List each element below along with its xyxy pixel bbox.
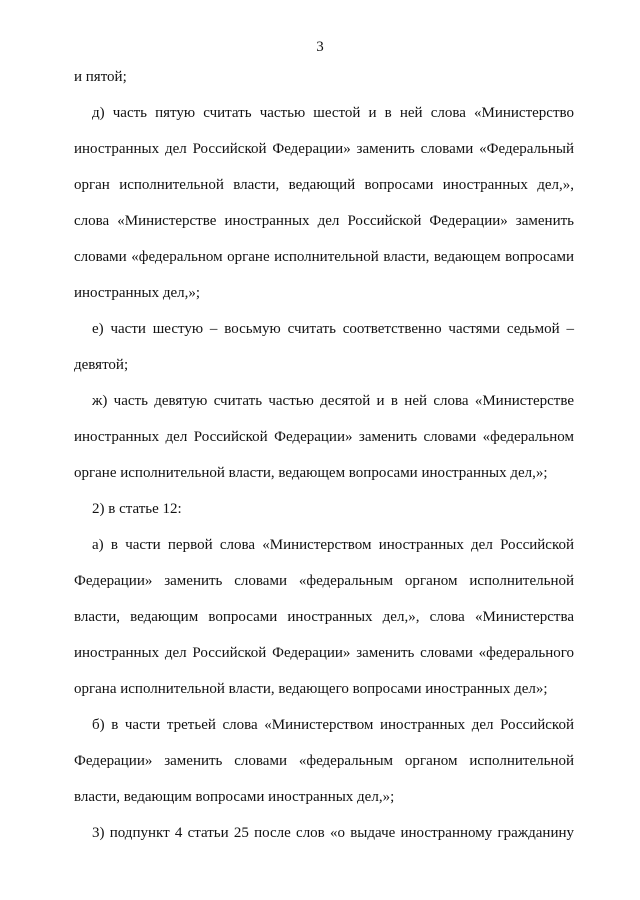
- text-line: и пятой;: [74, 69, 127, 85]
- text-line: органа исполнительной власти, ведающего вопросами иностранных дел»;: [74, 681, 548, 697]
- text-line: ж) часть девятую считать частью десятой и в ней слова «Министерстве: [92, 393, 574, 409]
- text-line: 3) подпункт 4 статьи 25 после слов «о выдаче иностранному гражданину: [92, 825, 574, 841]
- paragraph-item-2: [74, 491, 574, 527]
- document-body: [74, 59, 574, 851]
- paragraph-item-e: [74, 311, 574, 383]
- text-line: иностранных дел,»;: [74, 285, 201, 301]
- text-line: а) в части первой слова «Министерством иностранных дел Российской: [92, 537, 574, 553]
- text-line: Федерации» заменить словами «федеральным органом исполнительной: [74, 753, 574, 769]
- paragraph-item-3: [74, 815, 574, 851]
- paragraph-continuation: [74, 59, 574, 95]
- paragraph-item-a: [74, 527, 574, 707]
- text-line: иностранных дел Российской Федерации» заменить словами «Федеральный: [74, 141, 574, 157]
- page-number: 3: [316, 39, 324, 55]
- text-line: органе исполнительной власти, ведающем вопросами иностранных дел,»;: [74, 465, 548, 481]
- text-line: Федерации» заменить словами «федеральным органом исполнительной: [74, 573, 574, 589]
- paragraph-item-d: [74, 95, 574, 311]
- text-line: власти, ведающим вопросами иностранных дел,»;: [74, 789, 395, 805]
- text-line: иностранных дел Российской Федерации» заменить словами «федеральном: [74, 429, 574, 445]
- text-line: 2) в статье 12:: [92, 501, 182, 517]
- paragraph-item-zh: [74, 383, 574, 491]
- text-line: иностранных дел Российской Федерации» заменить словами «федерального: [74, 645, 574, 661]
- text-line: власти, ведающим вопросами иностранных дел,», слова «Министерства: [74, 609, 574, 625]
- text-line: орган исполнительной власти, ведающий вопросами иностранных дел,»,: [74, 177, 574, 193]
- text-line: е) части шестую – восьмую считать соответственно частями седьмой –: [92, 321, 574, 337]
- text-line: слова «Министерстве иностранных дел Российской Федерации» заменить: [74, 213, 574, 229]
- text-line: словами «федеральном органе исполнительной власти, ведающем вопросами: [74, 249, 574, 265]
- text-line: д) часть пятую считать частью шестой и в ней слова «Министерство: [92, 105, 574, 121]
- text-line: б) в части третьей слова «Министерством иностранных дел Российской: [92, 717, 574, 733]
- text-line: девятой;: [74, 357, 129, 373]
- paragraph-item-b: [74, 707, 574, 815]
